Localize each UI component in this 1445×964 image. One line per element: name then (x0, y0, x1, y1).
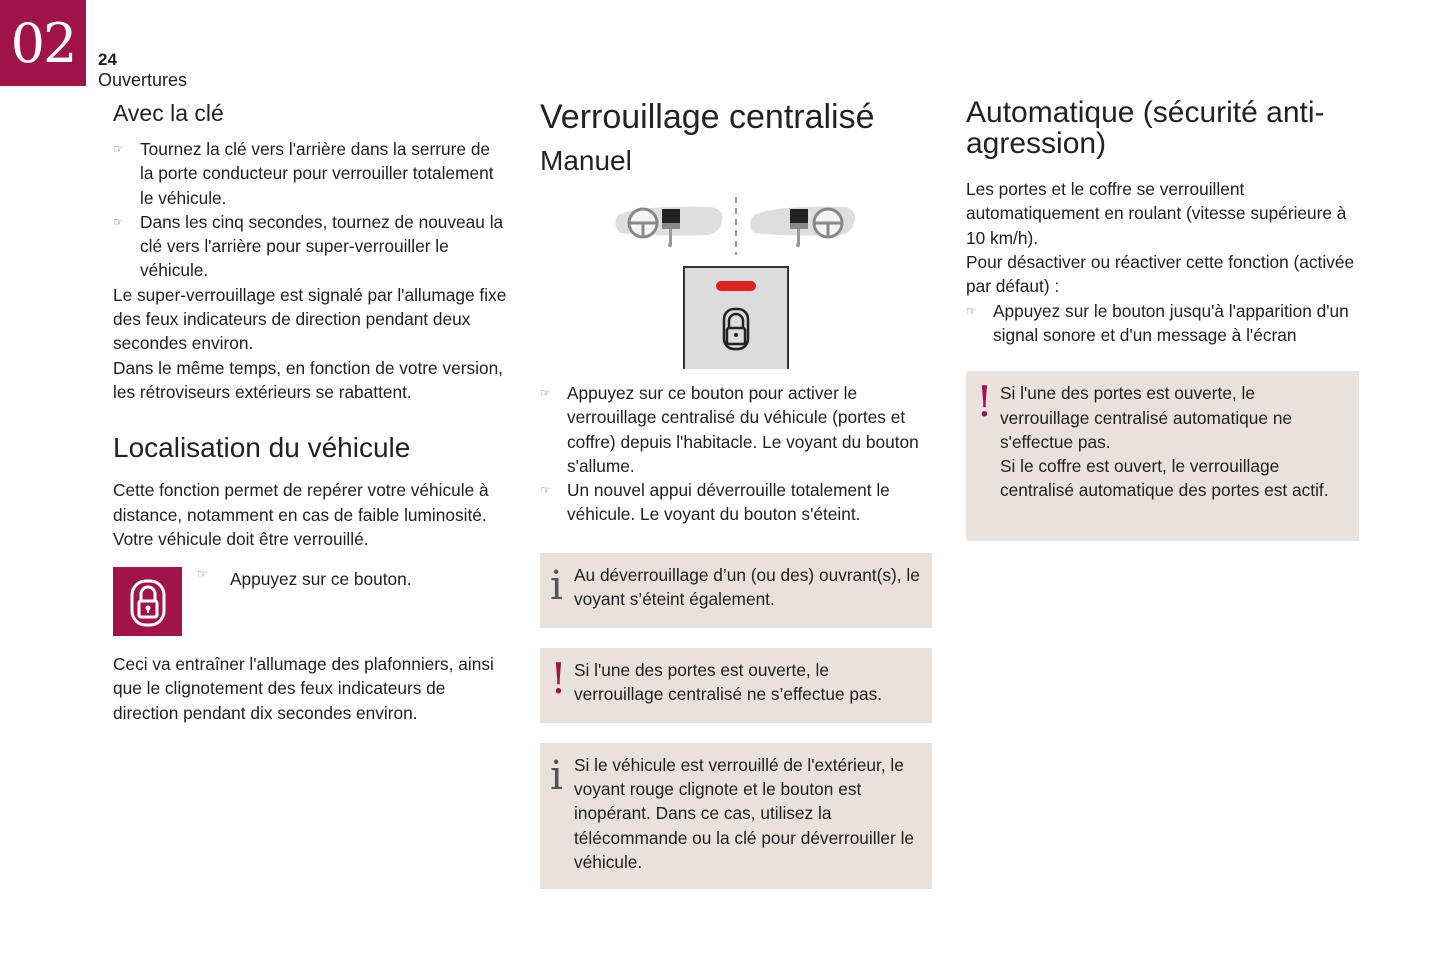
automatic-steps (966, 299, 1359, 348)
warning-icon: ! (976, 377, 993, 427)
locate-heading: Localisation du véhicule (113, 432, 411, 464)
warning-note: ! Si l'une des portes est ouverte, le verrouillage centralisé ne s’effectue pas. (540, 648, 932, 723)
paragraph: Pour désactiver ou réactiver cette fonction (activée par défaut) : (966, 252, 1355, 297)
pointing-hand-icon: ☞ (113, 142, 124, 156)
with-key-heading: Avec la clé (113, 100, 224, 126)
paragraph: Cette fonction permet de repérer votre véhicule à distance, notamment en cas de faible luminosité. Votre véhicule doit être verrouillé. (113, 480, 489, 549)
list-item: ☞ Tournez la clé vers l'arrière dans la serrure de la porte conducteur pour verrouiller totalement le véhicule. (113, 139, 494, 208)
manual-subheading: Manuel (540, 145, 632, 176)
info-icon: i (550, 562, 563, 609)
info-note: i Si le véhicule est verrouillé de l'extérieur, le voyant rouge clignote et le bouton est inopérant. Dans ce cas, utilisez la télécommande ou la clé pour déverrouiller le véhicule. (540, 743, 932, 889)
list-item: ☞ Un nouvel appui déverrouille totalement le véhicule. Le voyant du bouton s'éteint. (540, 480, 890, 525)
pointing-hand-icon: ☞ (197, 567, 208, 582)
pointing-hand-icon: ☞ (966, 303, 977, 318)
central-locking-heading: Verrouillage centralisé (540, 98, 875, 136)
info-icon: i (550, 752, 563, 799)
list-item: ☞ Appuyez sur le bouton jusqu'à l'apparition d'un signal sonore et d'un message à l'écran (966, 300, 1349, 345)
info-note: i Au déverrouillage d’un (ou des) ouvrant(s), le voyant s’éteint également. (540, 553, 932, 628)
rhd-dashboard-icon (750, 207, 855, 247)
lhd-dashboard-icon (615, 207, 722, 247)
chapter-number: 02 (0, 0, 86, 86)
locate-lock-button-icon (113, 567, 182, 636)
section-title: Ouvertures (98, 70, 188, 90)
with-key-steps (113, 137, 508, 283)
central-locking-steps (540, 381, 932, 527)
central-lock-button-icon (684, 267, 788, 369)
paragraph: Dans le même temps, en fonction de votre version, les rétroviseurs extérieurs se rabattent. (113, 357, 503, 402)
locate-step: ☞ Appuyez sur ce bouton. (197, 567, 412, 590)
column-right (966, 96, 1359, 541)
pointing-hand-icon: ☞ (113, 214, 124, 229)
paragraph: Les portes et le coffre se verrouillent automatiquement en roulant (vitesse supérieure à 10 km/h). (966, 179, 1347, 248)
warning-note: ! Si l'une des portes est ouverte, le verrouillage centralisé automatique ne s'effectue pas. Si le coffre est ouvert, le verrouillage centralisé automatique des portes est actif. (966, 371, 1359, 541)
list-item: ☞ Appuyez sur ce bouton pour activer le verrouillage centralisé du véhicule (portes et coffre) depuis l'habitacle. Le voyant du bouton s'allume. (540, 383, 919, 476)
pointing-hand-icon: ☞ (540, 483, 551, 498)
paragraph: Le super-verrouillage est signalé par l'allumage fixe des feux indicateurs de direction pendant deux secondes environ. (113, 284, 507, 354)
locate-step-row (113, 567, 508, 636)
list-item: ☞ Dans les cinq secondes, tournez de nouveau la clé vers l'arrière pour super-verrouiller le véhicule. (113, 211, 504, 281)
dashboard-illustration (540, 189, 932, 369)
page-number: 24 (98, 50, 117, 69)
pointing-hand-icon: ☞ (540, 386, 551, 400)
paragraph: Ceci va entraîner l'allumage des plafonniers, ainsi que le clignotement des feux indicateurs de direction pendant dix secondes environ. (113, 654, 494, 723)
automatic-heading: Automatique (sécurité anti-agression) (966, 96, 1325, 160)
warning-icon: ! (550, 653, 567, 703)
column-left (113, 96, 508, 725)
column-middle (540, 96, 932, 889)
